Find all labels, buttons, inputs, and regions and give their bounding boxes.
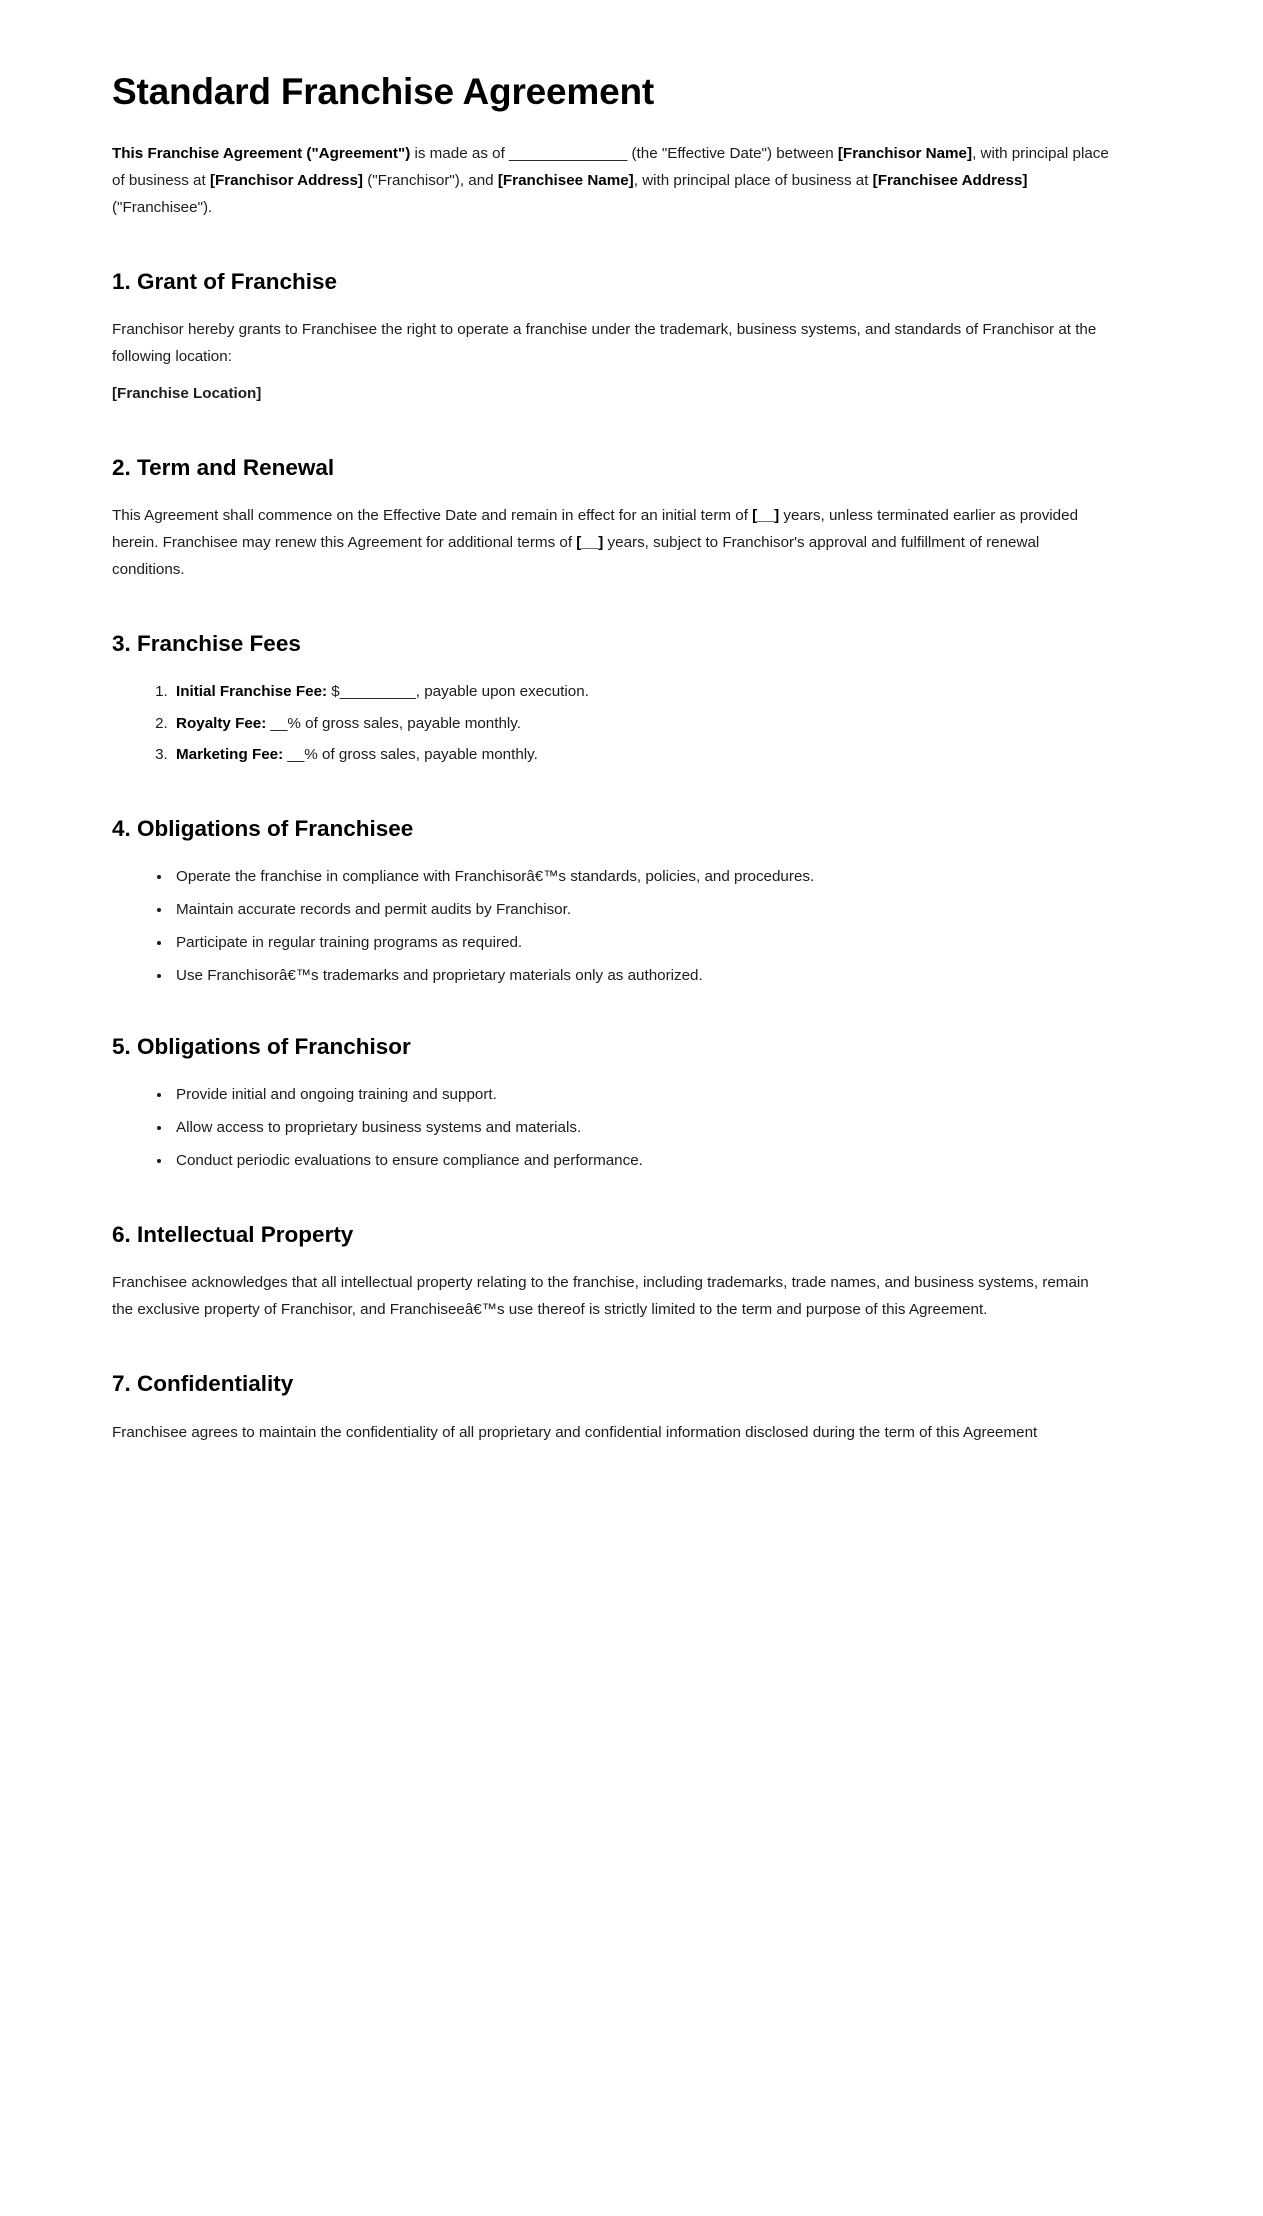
section-heading-term-and-renewal: 2. Term and Renewal <box>112 455 335 481</box>
intro-text-4: ("Franchisor"), and <box>362 171 498 189</box>
franchisor-obligations-list <box>112 1081 1153 1174</box>
intro-text-2: (the "Effective Date") between <box>627 144 838 162</box>
list-item: • Participate in regular training programs as required. <box>172 929 1153 956</box>
page-title: Standard Franchise Agreement <box>112 71 655 112</box>
intro-lead-bold: This Franchise Agreement ("Agreement") <box>112 144 411 162</box>
franchise-fees-list <box>112 678 1153 767</box>
intro-text-3: , with principal place of business at <box>112 144 1109 189</box>
franchise-location-placeholder: [Franchise Location] <box>112 385 262 403</box>
section-heading-intellectual-property: 6. Intellectual Property <box>112 1222 354 1248</box>
term-text-1: This Agreement shall commence on the Effective Date and remain in effect for an initial term of <box>112 507 753 525</box>
list-item: • Maintain accurate records and permit audits by Franchisor. <box>172 896 1153 923</box>
section-7-paragraph: Franchisee agrees to maintain the confidentiality of all proprietary and confidential information disclosed during the term of this Agreement <box>112 1423 1038 1441</box>
fee-label: Initial Franchise Fee: <box>176 683 328 701</box>
list-item <box>172 741 1153 768</box>
intro-paragraph <box>112 140 1112 221</box>
section-heading-franchise-fees: 3. Franchise Fees <box>112 631 301 657</box>
franchisee-obligations-list <box>112 863 1153 989</box>
intro-text-1: is made as of <box>410 144 510 162</box>
term-text-2: years, unless terminated earlier as provided herein. Franchisee may renew this Agreement for additional terms of <box>112 507 1079 552</box>
list-item: • Operate the franchise in compliance with Franchisorâ€™s standards, policies, and procedures. <box>172 863 1153 890</box>
renewal-term-blank: [__] <box>576 534 604 552</box>
fee-text: __% of gross sales, payable monthly. <box>266 714 521 732</box>
section-heading-obligations-of-franchisor: 5. Obligations of Franchisor <box>112 1033 411 1059</box>
section-2-paragraph <box>112 502 1112 583</box>
section-6-paragraph: Franchisee acknowledges that all intellectual property relating to the franchise, including trademarks, trade names, and business systems, remain the exclusive property of Franchisor, and Franchiseeâ€™s use thereof is strictly limited to the term and purpose of this Agreement. <box>112 1274 1089 1319</box>
section-1-paragraph: Franchisor hereby grants to Franchisee the right to operate a franchise under the trademark, business systems, and standards of Franchisor at the following location: <box>112 320 1097 365</box>
franchisor-address-placeholder: [Franchisor Address] <box>209 171 363 189</box>
term-text-3: years, subject to Franchisor's approval and fulfillment of renewal conditions. <box>112 534 1040 579</box>
list-item <box>172 710 1153 737</box>
section-heading-obligations-of-franchisee: 4. Obligations of Franchisee <box>112 815 414 841</box>
list-item: • Use Franchisorâ€™s trademarks and proprietary materials only as authorized. <box>172 962 1153 989</box>
effective-date-blank: ______________ <box>509 144 628 162</box>
section-heading-grant-of-franchise: 1. Grant of Franchise <box>112 268 338 294</box>
page-bottom-whitespace <box>112 1456 1153 2216</box>
fee-label: Marketing Fee: <box>176 745 284 763</box>
list-item: • Conduct periodic evaluations to ensure compliance and performance. <box>172 1147 1153 1174</box>
fee-text: __% of gross sales, payable monthly. <box>283 745 538 763</box>
franchisee-address-placeholder: [Franchisee Address] <box>872 171 1028 189</box>
fee-label: Royalty Fee: <box>176 714 267 732</box>
fee-text: $_________, payable upon execution. <box>327 683 589 701</box>
franchisee-name-placeholder: [Franchisee Name] <box>497 171 634 189</box>
list-item <box>172 678 1153 705</box>
list-item: • Provide initial and ongoing training and support. <box>172 1081 1153 1108</box>
franchisor-name-placeholder: [Franchisor Name] <box>837 144 973 162</box>
intro-text-6: ("Franchisee"). <box>112 198 213 216</box>
list-item: • Allow access to proprietary business systems and materials. <box>172 1114 1153 1141</box>
initial-term-blank: [__] <box>752 507 780 525</box>
intro-text-5: , with principal place of business at <box>633 171 873 189</box>
section-heading-confidentiality: 7. Confidentiality <box>112 1371 294 1397</box>
